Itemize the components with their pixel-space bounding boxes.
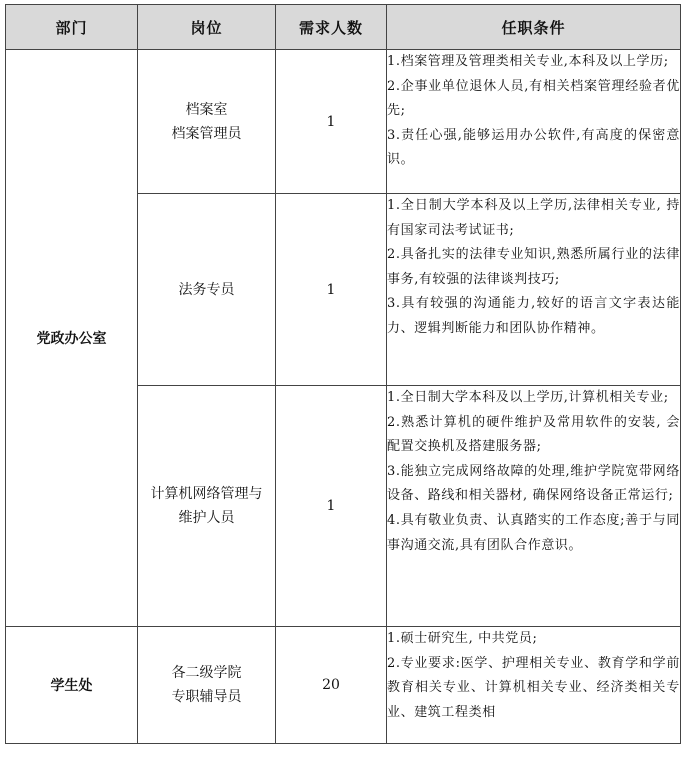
requirement-item: 2.熟悉计算机的硬件维护及常用软件的安装, 会配置交换机及搭建服务器;	[387, 414, 680, 455]
requirement-item: 1.全日制大学本科及以上学历,计算机相关专业;	[387, 390, 669, 405]
header-dept: 部门	[6, 5, 138, 50]
count-cell: 1	[276, 386, 387, 627]
requirement-item: 2.具备扎实的法律专业知识,熟悉所属行业的法律事务,有较强的法律谈判技巧;	[387, 247, 680, 287]
header-requirements: 任职条件	[387, 5, 681, 50]
requirement-item: 1.全日制大学本科及以上学历,法律相关专业, 持有国家司法考试证书;	[387, 198, 680, 238]
table-row	[6, 627, 681, 744]
header-count: 需求人数	[276, 5, 387, 50]
dept-cell: 党政办公室	[6, 50, 138, 627]
recruitment-table	[5, 4, 681, 744]
position-line: 各二级学院	[171, 665, 242, 681]
requirement-item: 3.能独立完成网络故障的处理,维护学院宽带网络设备、路线和相关器材, 确保网络设备正常运行;	[387, 463, 680, 504]
position-cell	[138, 194, 276, 386]
position-cell	[138, 386, 276, 627]
position-line: 计算机网络管理与	[150, 486, 263, 502]
count-cell: 20	[276, 627, 387, 744]
requirement-item: 4.具有敬业负责、认真踏实的工作态度;善于与同事沟通交流,具有团队合作意识。	[387, 512, 680, 553]
requirement-item: 3.责任心强,能够运用办公软件,有高度的保密意识。	[387, 127, 680, 168]
requirements-cell	[387, 50, 681, 194]
dept-cell: 学生处	[6, 627, 138, 744]
position-line: 维护人员	[178, 510, 235, 526]
header-row	[6, 5, 681, 50]
position-line: 法务专员	[178, 281, 235, 298]
position-cell	[138, 50, 276, 194]
count-cell: 1	[276, 50, 387, 194]
requirement-item: 1.档案管理及管理类相关专业,本科及以上学历;	[387, 54, 669, 69]
header-position: 岗位	[138, 5, 276, 50]
table-row	[6, 50, 681, 194]
position-line: 档案室	[185, 101, 228, 118]
position-cell	[138, 627, 276, 744]
requirement-item: 2.企事业单位退休人员,有相关档案管理经验者优先;	[387, 78, 680, 119]
count-cell: 1	[276, 194, 387, 386]
requirement-item: 3.具有较强的沟通能力,较好的语言文字表达能力、逻辑判断能力和团队协作精神。	[387, 296, 680, 336]
requirement-item: 2.专业要求:医学、护理相关专业、教育学和学前教育相关专业、计算机相关专业、经济类相关专业、建筑工程类相	[387, 655, 680, 720]
requirements-cell	[387, 386, 681, 627]
requirements-cell	[387, 194, 681, 386]
requirements-cell	[387, 627, 681, 744]
position-line: 专职辅导员	[171, 689, 242, 705]
requirement-item: 1.硕士研究生, 中共党员;	[387, 631, 538, 646]
position-line: 档案管理员	[171, 125, 242, 142]
